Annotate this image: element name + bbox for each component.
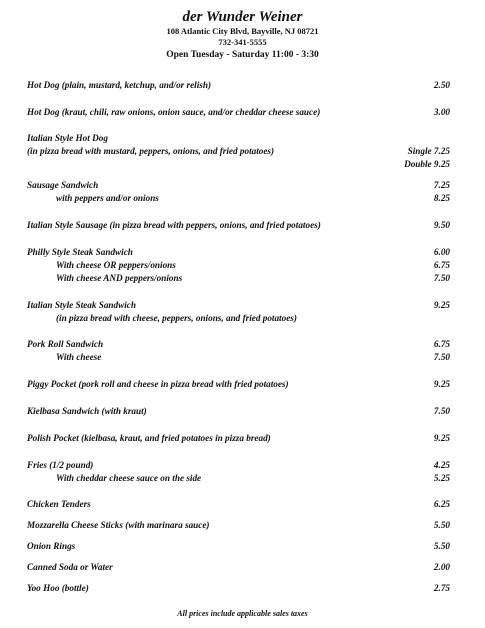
menu-item-text: Pork Roll Sandwich [27, 339, 104, 349]
menu-item-price: 7.50 [433, 352, 450, 362]
menu-item [0, 378, 485, 391]
menu-item-text: with peppers and/or onions [56, 193, 159, 203]
restaurant-address: 108 Atlantic City Blvd, Bayville, NJ 08721 [166, 26, 319, 36]
menu-item [0, 338, 485, 364]
menu-item-line [0, 132, 485, 145]
menu-item [0, 299, 485, 325]
menu-item-text: (in pizza bread with cheese, peppers, onions, and fried potatoes) [56, 313, 297, 323]
menu-item-price: 6.25 [433, 499, 450, 509]
menu-item [0, 561, 485, 574]
menu-item-text: Italian Style Sausage (in pizza bread with peppers, onions, and fried potatoes) [27, 220, 321, 230]
menu-header [0, 8, 485, 62]
menu-item-line [0, 219, 485, 232]
menu-item-option [0, 259, 485, 272]
menu-item-line [0, 432, 485, 445]
menu-item [0, 179, 485, 205]
menu-item-line [0, 459, 485, 472]
menu-item-line [0, 179, 485, 192]
menu-item-text: With cheddar cheese sauce on the side [56, 473, 202, 483]
restaurant-phone: 732-341-5555 [218, 37, 267, 47]
menu-item-price: 2.00 [433, 562, 450, 572]
menu-item-line [0, 338, 485, 351]
menu-item [0, 219, 485, 232]
menu-item-line [0, 405, 485, 418]
menu-item-price: 2.75 [433, 583, 450, 593]
menu-item-text: Kielbasa Sandwich (with kraut) [27, 406, 147, 416]
menu-item-text: Italian Style Hot Dog [27, 133, 108, 143]
menu-item [0, 106, 485, 119]
restaurant-name: der Wunder Weiner [182, 9, 303, 25]
opening-hours: Open Tuesday - Saturday 11:00 - 3:30 [166, 50, 319, 60]
menu-item-price: 6.75 [433, 339, 450, 349]
menu-item-line [0, 79, 485, 92]
menu-item-price: 5.50 [433, 520, 450, 530]
menu-item [0, 432, 485, 445]
menu-item-price: 6.00 [433, 247, 450, 257]
menu-item-line [0, 145, 485, 158]
menu-item-price: 9.50 [433, 220, 450, 230]
menu-item-price: 4.25 [433, 460, 450, 470]
menu-item-option [0, 312, 485, 325]
menu-item-price: 9.25 [433, 379, 450, 389]
menu-item-line [0, 498, 485, 511]
menu-item-option [0, 272, 485, 285]
menu-item-option [0, 351, 485, 364]
menu-item-text: With cheese OR peppers/onions [56, 260, 176, 270]
menu-item-line [0, 246, 485, 259]
menu-item-line [0, 378, 485, 391]
menu-item-line [0, 561, 485, 574]
menu-item-line [0, 519, 485, 532]
menu-item-text: Fries (1/2 pound) [27, 460, 94, 470]
menu-item-text: Piggy Pocket (pork roll and cheese in pizza bread with fried potatoes) [27, 379, 289, 389]
menu-item-price: 9.25 [433, 433, 450, 443]
menu-item-line [0, 582, 485, 595]
menu-item-text: Hot Dog (kraut, chili, raw onions, onion sauce, and/or cheddar cheese sauce) [27, 107, 321, 117]
menu-item-price: 5.25 [433, 473, 450, 483]
menu-item-text: Italian Style Steak Sandwich [27, 300, 136, 310]
menu-item-option [0, 192, 485, 205]
menu-item-price: 8.25 [433, 193, 450, 203]
menu-item [0, 132, 485, 171]
menu-item-text: Yoo Hoo (bottle) [27, 583, 89, 593]
menu-item-price: 7.50 [433, 406, 450, 416]
menu-item-price: Single 7.25 [407, 146, 450, 156]
menu-item [0, 246, 485, 285]
menu-item-text: Canned Soda or Water [27, 562, 113, 572]
menu-item-text: Mozzarella Cheese Sticks (with marinara sauce) [27, 520, 210, 530]
menu-item-text: Chicken Tenders [27, 499, 91, 509]
menu-item-text: With cheese AND peppers/onions [56, 273, 183, 283]
menu-item-price: 3.00 [433, 107, 450, 117]
menu-item-option [0, 472, 485, 485]
menu-item-line [0, 540, 485, 553]
menu-item [0, 582, 485, 595]
menu-item-text: Sausage Sandwich [27, 180, 99, 190]
menu-item-price: 7.50 [433, 273, 450, 283]
menu-item-line [0, 158, 485, 171]
menu-item-line [0, 106, 485, 119]
menu-item-price: 5.50 [433, 541, 450, 551]
menu-item-text: Onion Rings [27, 541, 76, 551]
menu-item [0, 405, 485, 418]
menu-item [0, 540, 485, 553]
menu-item [0, 519, 485, 532]
menu-item-text: With cheese [56, 352, 102, 362]
menu-item-text: Hot Dog (plain, mustard, ketchup, and/or relish) [27, 80, 212, 90]
menu-item [0, 498, 485, 511]
menu-item-line [0, 299, 485, 312]
menu-item-price: 6.75 [433, 260, 450, 270]
menu-item-text: Polish Pocket (kielbasa, kraut, and fried potatoes in pizza bread) [27, 433, 271, 443]
menu-item [0, 459, 485, 485]
menu-item-price: 7.25 [433, 180, 450, 190]
menu-item [0, 79, 485, 92]
menu-item-text: Philly Style Steak Sandwich [27, 247, 133, 257]
menu-item-price: 9.25 [433, 300, 450, 310]
menu-item-price: 2.50 [433, 80, 450, 90]
menu-item-text: (in pizza bread with mustard, peppers, onions, and fried potatoes) [27, 146, 275, 156]
price-note: All prices include applicable sales taxes [177, 609, 308, 618]
menu-item-price: Double 9.25 [404, 159, 450, 169]
